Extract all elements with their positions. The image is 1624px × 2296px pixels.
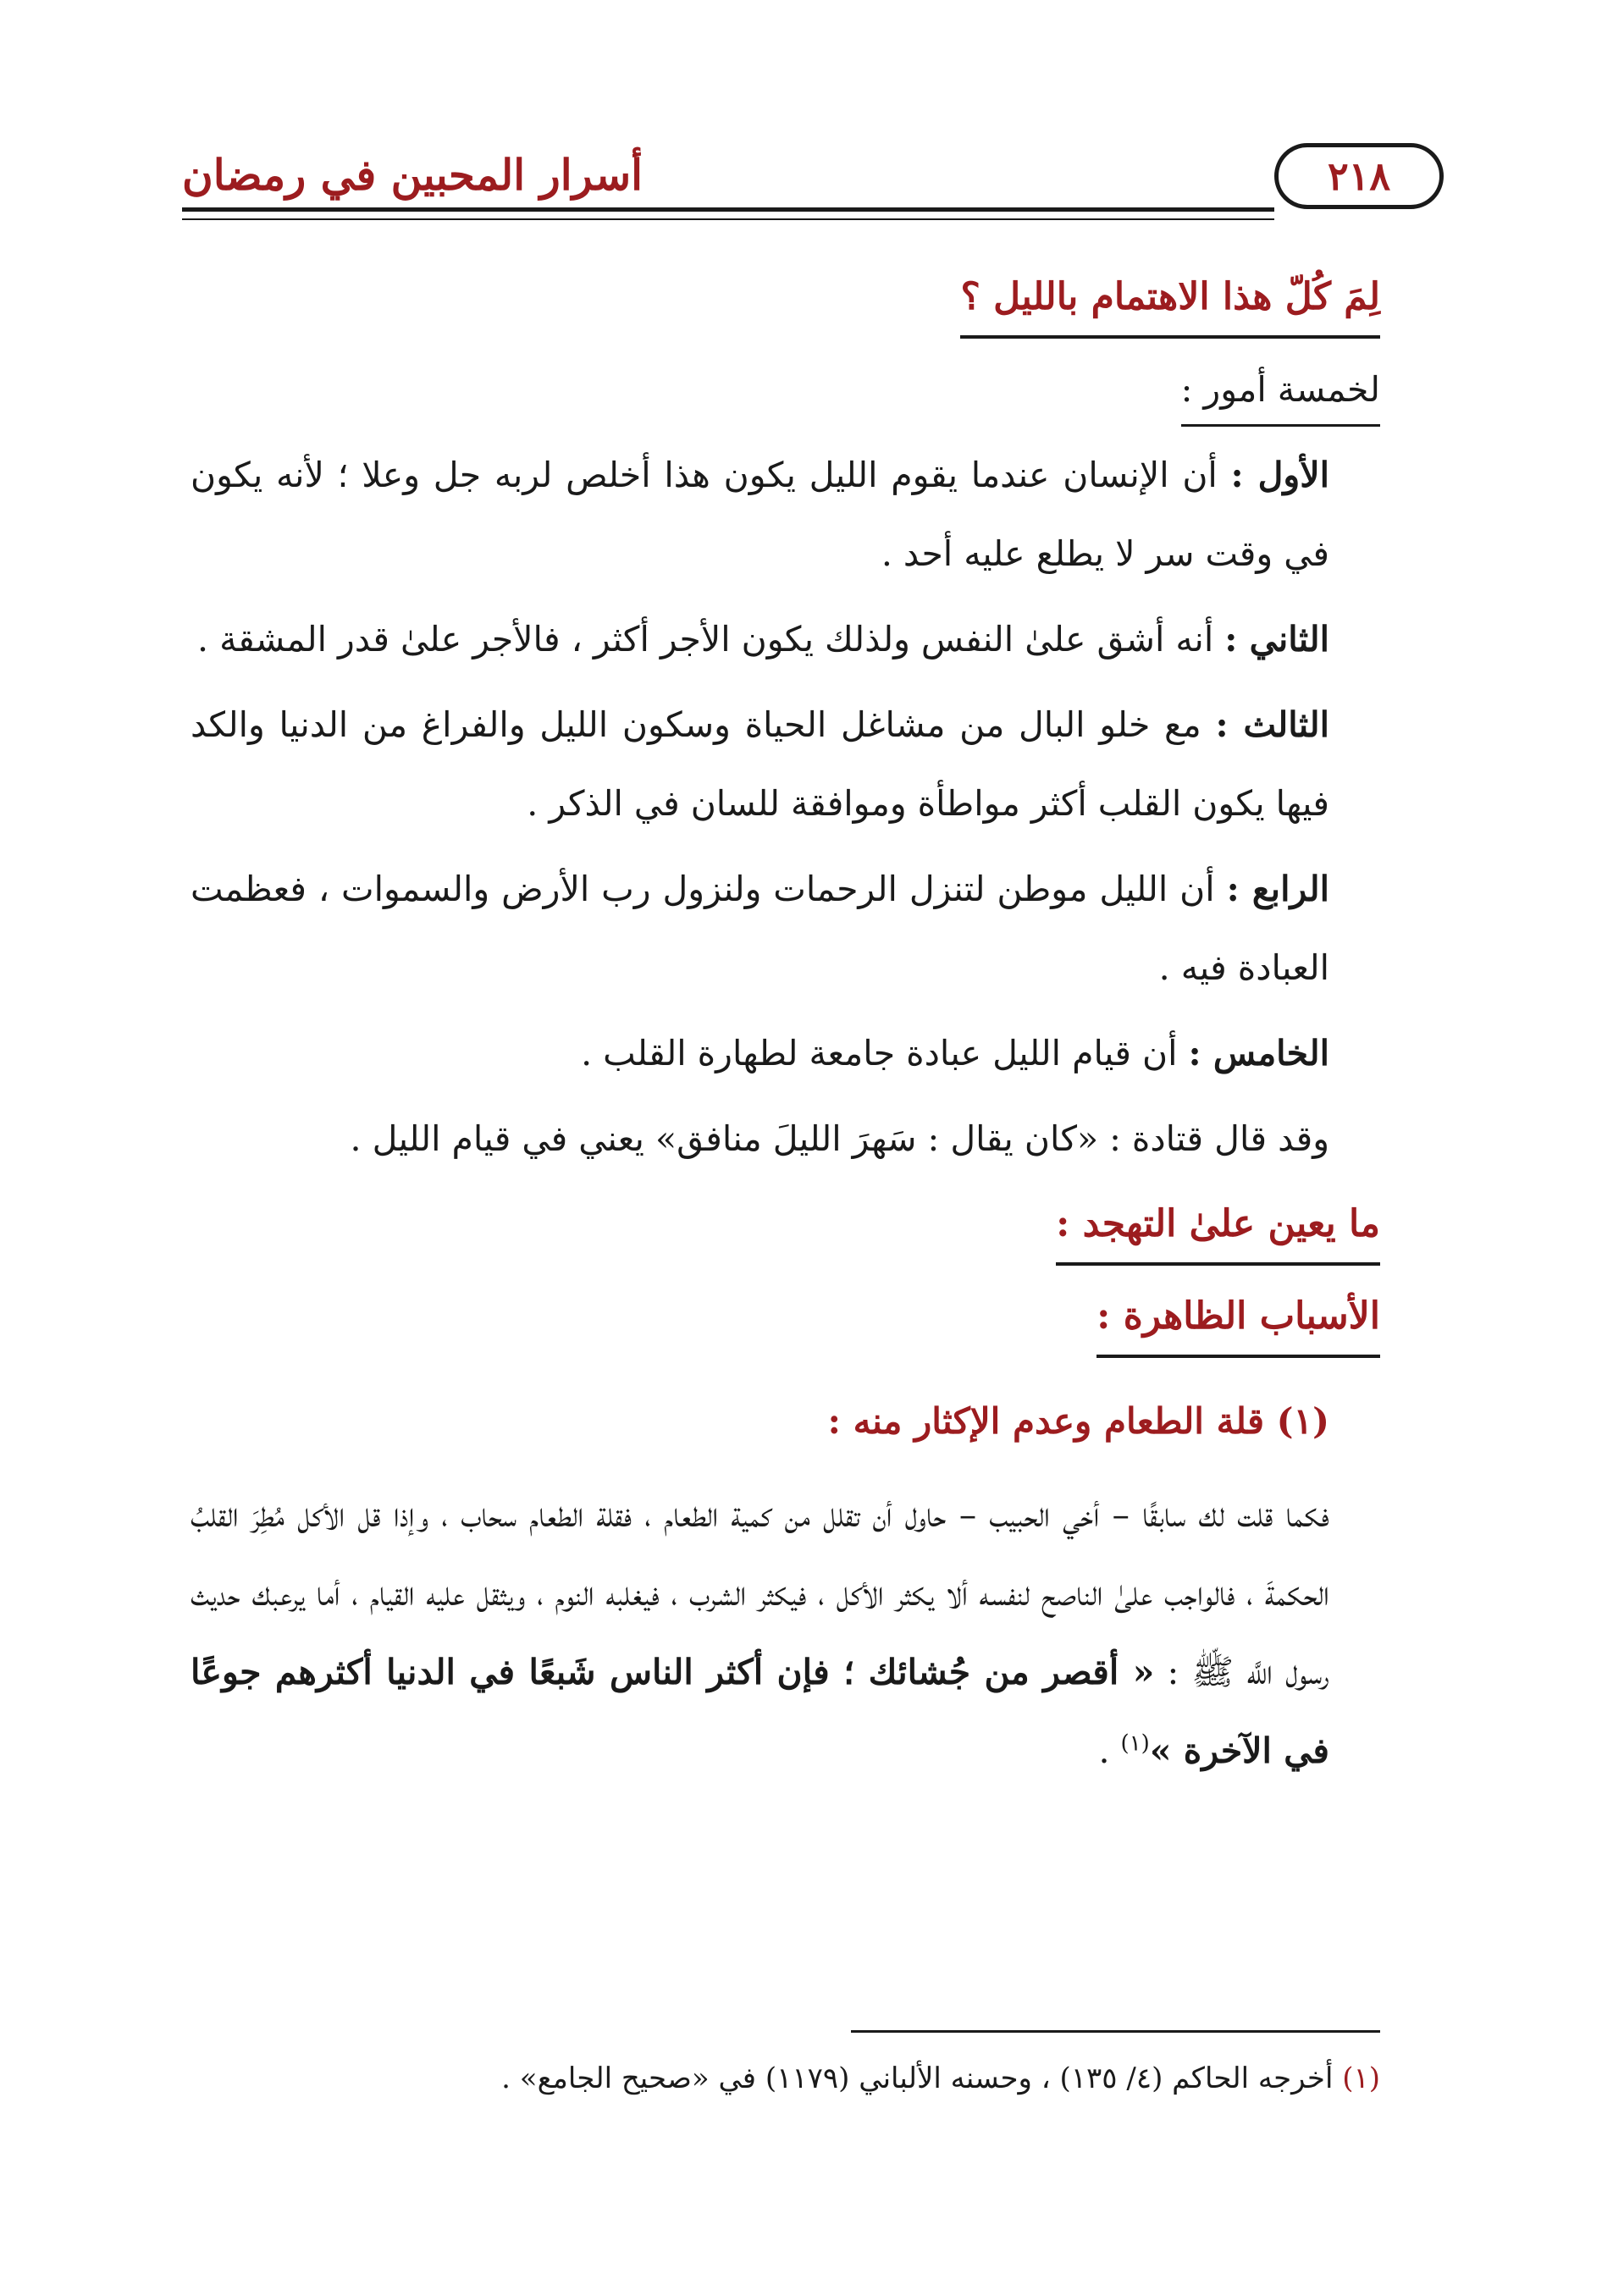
section-heading: لِمَ كُلّ هذا الاهتمام بالليل ؟ [960, 275, 1380, 318]
hadith-text: « أقصر من جُشائك ؛ فإن أكثر الناس شَبعًا في الدنيا أكثرهم جوعًا في الآخرة » [191, 1652, 1329, 1771]
intro-text: لخمسة أمور : [1181, 358, 1380, 427]
section-heading: ما يعين علىٰ التهجد : [1056, 1202, 1380, 1245]
header-rule [182, 207, 1274, 212]
section-heading-wrap [1056, 1191, 1380, 1266]
reason-item [191, 436, 1380, 593]
page-number: ٢١٨ [1274, 143, 1444, 209]
paragraph-text: فكما قلت لك سابقًا – أخي الحبيب – حاول أن تقلل من كمية الطعام ، فقلة الطعام سحاب ، وإذا قل الأكل مُطِرَ القلبُ الحكمةَ ، فالواجب علىٰ الناصح لنفسه ألا يكثر الأكل ، فيكثر الشرب ، فيغلبه النوم ، ويثقل عليه القيام ، أما يرعبك حديث رسول اللَّه ﷺ : [191, 1494, 1329, 1692]
footnote [191, 2053, 1380, 2104]
reason-item [191, 1014, 1380, 1093]
reason-label: الثالث : [1215, 704, 1329, 745]
subheading-wrap [1096, 1283, 1380, 1358]
subheading: الأسباب الظاهرة : [1096, 1294, 1380, 1338]
reason-text: مع خلو البال من مشاغل الحياة وسكون الليل والفراغ من الدنيا والكد فيها يكون القلب أكثر مواطأة وموافقة للسان في الذكر . [191, 704, 1329, 824]
intro-line [191, 350, 1380, 429]
point-title: (١) قلة الطعام وعدم الإكثار منه : [827, 1400, 1329, 1442]
reason-item [191, 686, 1380, 843]
reason-item [191, 600, 1380, 679]
footnote-ref: (١) [1120, 1730, 1150, 1757]
reason-label: الخامس : [1188, 1033, 1329, 1073]
reason-item [191, 850, 1380, 1007]
reason-label: الرابع : [1226, 869, 1329, 909]
page-header [182, 140, 1444, 233]
reason-text: أن الليل موطن لتنزل الرحمات ولنزول رب الأرض والسموات ، فعظمت العبادة فيه . [191, 869, 1329, 988]
paragraph-end: . [1098, 1730, 1121, 1771]
footnote-text: أخرجه الحاكم (٤/ ١٣٥) ، وحسنه الألباني (١١٧٩) في «صحيح الجامع» . [501, 2061, 1343, 2095]
reason-text: أن الإنسان عندما يقوم الليل يكون هذا أخلص لربه جل وعلا ؛ لأنه يكون في وقت سر لا يطلع عليه أحد . [191, 455, 1329, 574]
reason-label: الثاني : [1224, 619, 1329, 660]
section-heading-wrap [960, 264, 1380, 339]
qatada-quote: وقد قال قتادة : «كان يقال : سَهرَ الليلَ منافق» يعني في قيام الليل . [350, 1118, 1329, 1159]
body-paragraph [191, 1476, 1380, 1791]
reason-label: الأول : [1230, 455, 1330, 495]
book-title: أسرار المحبين في رمضان [182, 150, 643, 200]
footnote-number: (١) [1342, 2061, 1380, 2095]
page-body [191, 258, 1380, 1797]
footnote-rule [851, 2030, 1380, 2033]
reason-text: أن قيام الليل عبادة جامعة لطهارة القلب . [581, 1033, 1189, 1073]
reason-text: أنه أشق علىٰ النفس ولذلك يكون الأجر أكثر ، فالأجر علىٰ قدر المشقة . [197, 619, 1225, 660]
header-rule-thin [182, 218, 1274, 220]
